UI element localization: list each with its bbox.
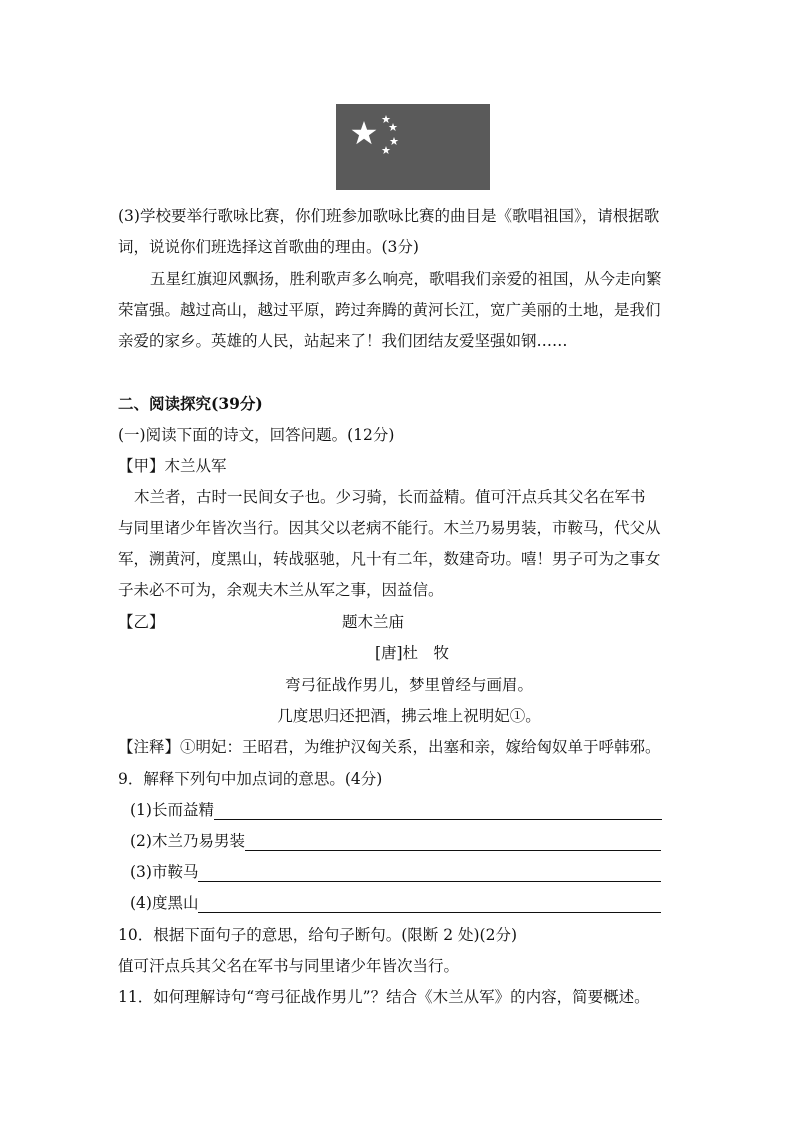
q9-item	[130, 800, 662, 820]
q9-item-label: (3)市鞍马	[130, 863, 199, 881]
poem-title: 题木兰庙	[341, 613, 404, 631]
small-star	[382, 146, 391, 154]
jia-text-line: 子未必不可为，余观夫木兰从军之事，因益信。	[118, 581, 444, 599]
yi-label: 【乙】	[118, 613, 165, 631]
q3-line1: (3)学校要举行歌咏比赛，你们班参加歌咏比赛的曲目是《歌唱祖国》，请根据歌	[118, 207, 660, 225]
q9-title: 9．解释下列句中加点词的意思。(4分)	[118, 770, 383, 788]
jia-text-line: 军，溯黄河，度黑山，转战驱驰，凡十有二年，数建奇功。嘻！男子可为之事女	[118, 550, 661, 568]
lyrics-line: 亲爱的家乡。英雄的人民，站起来了！我们团结友爱坚强如钢……	[118, 332, 568, 350]
poem-line: 弯弓征战作男儿，梦里曾经与画眉。	[284, 676, 533, 694]
q9-item	[130, 893, 661, 913]
jia-text-line: 与同里诸少年皆次当行。因其父以老病不能行。木兰乃易男装，市鞍马，代父从	[118, 519, 661, 537]
note: 【注释】①明妃：王昭君，为维护汉匈关系，出塞和亲，嫁给匈奴单于呼韩邪。	[118, 738, 661, 756]
answer-blank[interactable]	[245, 834, 661, 851]
large-star	[352, 121, 377, 144]
q9-item	[130, 862, 661, 882]
answer-blank[interactable]	[198, 896, 661, 913]
q9-item	[130, 831, 661, 851]
answer-blank[interactable]	[214, 803, 662, 820]
poem-author: [唐]杜 牧	[374, 644, 450, 662]
small-star	[382, 115, 391, 123]
small-star	[390, 137, 399, 145]
q9-item-label: (1)长而益精	[130, 801, 214, 819]
q3-line2: 词，说说你们班选择这首歌曲的理由。(3分)	[118, 238, 419, 256]
part1-title: (一)阅读下面的诗文，回答问题。(12分)	[118, 426, 395, 444]
q9-item-label: (2)木兰乃易男装	[130, 832, 245, 850]
small-star	[389, 123, 398, 131]
q9-item-label: (4)度黑山	[130, 894, 199, 912]
section-title: 二、阅读探究(39分)	[118, 394, 263, 413]
lyrics-line: 五星红旗迎风飘扬，胜利歌声多么响亮，歌唱我们亲爱的祖国，从今走向繁	[150, 270, 662, 288]
lyrics-line: 荣富强。越过高山，越过平原，跨过奔腾的黄河长江，宽广美丽的土地，是我们	[118, 301, 661, 319]
flag-stars	[336, 104, 490, 190]
q11-title: 11．如何理解诗句“弯弓征战作男儿”？结合《木兰从军》的内容，简要概述。	[118, 988, 650, 1006]
jia-text-line: 木兰者，古时一民间女子也。少习骑，长而益精。值可汗点兵其父名在军书	[134, 488, 646, 506]
jia-title: 【甲】木兰从军	[118, 457, 227, 475]
q10-title: 10．根据下面句子的意思，给句子断句。(限断 2 处)(2分)	[118, 926, 517, 944]
answer-blank[interactable]	[198, 865, 661, 882]
poem-line: 几度思归还把酒，拂云堆上祝明妃①。	[277, 707, 541, 725]
china-flag-icon	[336, 104, 490, 190]
q10-sentence: 值可汗点兵其父名在军书与同里诸少年皆次当行。	[118, 957, 460, 975]
